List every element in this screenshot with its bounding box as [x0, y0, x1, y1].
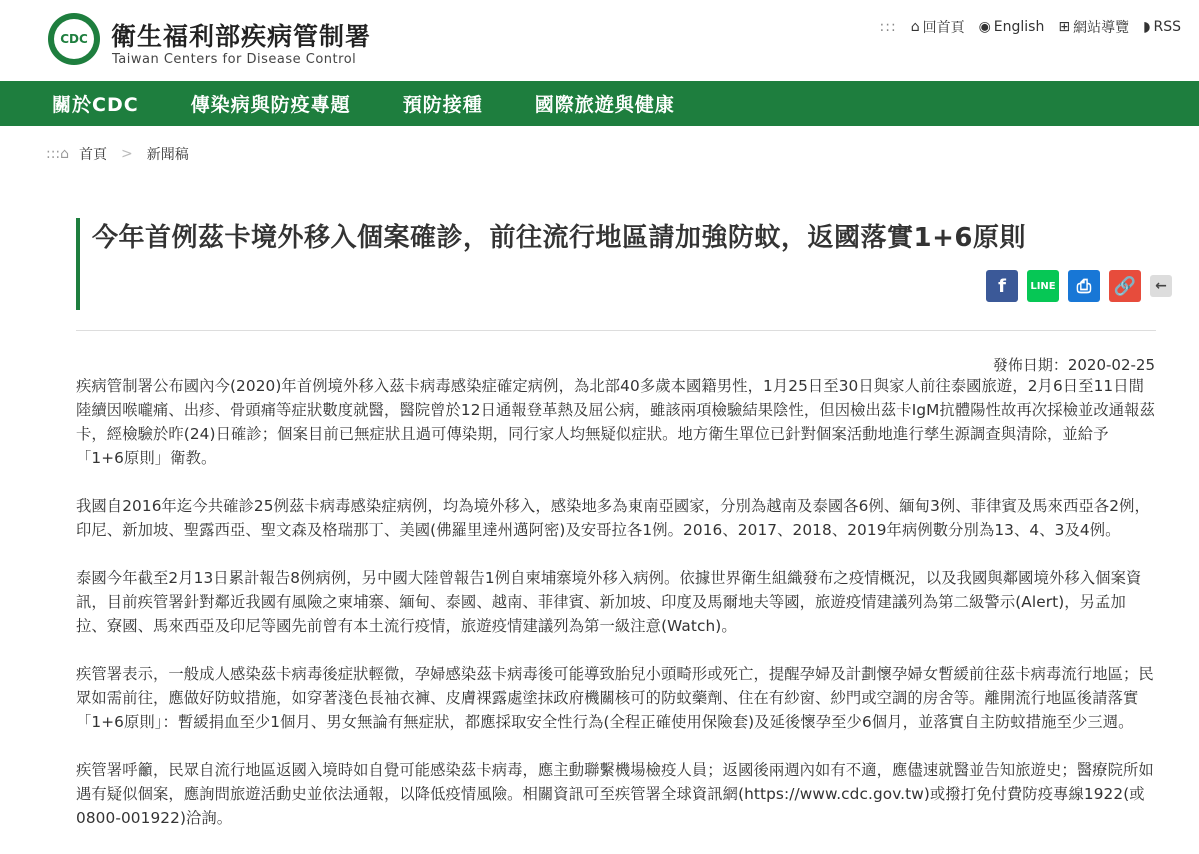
- line-share-button[interactable]: LINE: [1027, 270, 1059, 302]
- org-name-zh[interactable]: 衛生福利部疾病管制署: [111, 22, 372, 51]
- home-icon[interactable]: :::⌂: [46, 146, 70, 162]
- accesskey-dots[interactable]: :::: [879, 19, 897, 35]
- nav-about-cdc[interactable]: 關於CDC: [52, 94, 139, 116]
- sitemap-link[interactable]: [1058, 17, 1129, 37]
- home-link[interactable]: [911, 17, 965, 37]
- nav-vaccination[interactable]: 預防接種: [402, 94, 483, 116]
- home-icon: ⌂: [910, 19, 920, 35]
- copy-link-button[interactable]: 🔗: [1109, 270, 1141, 302]
- article-paragraph: 疾病管制署公布國內今(2020)年首例境外移入茲卡病毒感染症確定病例，為北部40多歲本國籍男性，1月25日至30日與家人前往泰國旅遊，2月6日至11日間陸續因喉嚨痛、出疹、骨頭痛等症狀數度就醫，醫院曾於12日通報登革熱及屈公病，雖該兩項檢驗結果陰性，但因檢出茲卡IgM抗體陽性故再次採檢並改通報茲卡，經檢驗於昨(24)日確診；個案目前已無症狀且過可傳染期，同行家人均無疑似症狀。地方衛生單位已針對個案活動地進行孳生源調查與清除，並給予「1+6原則」衛教。: [76, 377, 1155, 467]
- rss-link-label: RSS: [1153, 19, 1181, 35]
- rss-icon: ◗: [1143, 19, 1151, 35]
- facebook-share-button[interactable]: f: [986, 270, 1018, 302]
- breadcrumb-home[interactable]: 首頁: [79, 147, 108, 163]
- top-links: [880, 17, 1181, 37]
- divider: [76, 330, 1156, 331]
- page-title: 今年首例茲卡境外移入個案確診，前往流行地區請加強防蚊，返國落實1+6原則: [92, 223, 1026, 253]
- org-name-en: Taiwan Centers for Disease Control: [112, 52, 357, 67]
- site-header: [0, 0, 1199, 81]
- publish-date: 發佈日期：2020-02-25: [992, 356, 1155, 374]
- globe-icon: ◉: [978, 19, 991, 35]
- print-button[interactable]: ⎙: [1068, 270, 1100, 302]
- article-paragraph: 疾管署呼籲，民眾自流行地區返國入境時如自覺可能感染茲卡病毒，應主動聯繫機場檢疫人員；返國後兩週內如有不適，應儘速就醫並告知旅遊史；醫療院所如遇有疑似個案，應詢問旅遊活動史並依法通報，以降低疫情風險。相關資訊可至疾管署全球資訊網(https://www.cdc.gov.tw)或撥打免付費防疫專線1922(或0800-001922)洽詢。: [76, 761, 1154, 827]
- rss-link[interactable]: [1143, 19, 1181, 35]
- home-link-label: 回首頁: [922, 20, 965, 36]
- article-header: [76, 218, 1172, 310]
- chevron-right-icon: >: [121, 146, 133, 162]
- breadcrumb: [46, 144, 189, 164]
- share-buttons: [986, 270, 1172, 302]
- breadcrumb-current[interactable]: 新聞稿: [146, 147, 189, 163]
- main-nav: [0, 81, 1199, 126]
- article-paragraph: 疾管署表示，一般成人感染茲卡病毒後症狀輕微，孕婦感染茲卡病毒後可能導致胎兒小頭畸形或死亡，提醒孕婦及計劃懷孕婦女暫緩前往茲卡病毒流行地區；民眾如需前往，應做好防蚊措施，如穿著淺色長袖衣褲、皮膚裸露處塗抹政府機關核可的防蚊藥劑、住在有紗窗、紗門或空調的房舍等。離開流行地區後請落實「1+6原則」：暫緩捐血至少1個月、男女無論有無症狀，都應採取安全性行為(全程正確使用保險套)及延後懷孕至少6個月，並落實自主防蚊措施至少三週。: [76, 665, 1154, 731]
- article-body: [76, 374, 1156, 854]
- sitemap-icon: ⊞: [1058, 19, 1071, 35]
- english-link-label: English: [993, 19, 1045, 35]
- article-paragraph: 泰國今年截至2月13日累計報告8例病例，另中國大陸曾報告1例自柬埔寨境外移入病例。依據世界衛生組織發布之疫情概況，以及我國與鄰國境外移入個案資訊，目前疾管署針對鄰近我國有風險之柬埔寨、緬甸、泰國、越南、菲律賓、新加坡、印度及馬爾地夫等國，旅遊疫情建議列為第二級警示(Alert)，另孟加拉、寮國、馬來西亞及印尼等國先前曾有本土流行疫情，旅遊疫情建議列為第一級注意(Watch)。: [76, 569, 1142, 635]
- nav-infectious-diseases[interactable]: 傳染病與防疫專題: [190, 94, 351, 116]
- nav-travel-health[interactable]: 國際旅遊與健康: [534, 94, 675, 116]
- back-button[interactable]: ←: [1150, 275, 1172, 297]
- article-paragraph: 我國自2016年迄今共確診25例茲卡病毒感染症病例，均為境外移入，感染地多為東南亞國家，分別為越南及泰國各6例、緬甸3例、菲律賓及馬來西亞各2例，印尼、新加坡、聖露西亞、聖文森及格瑞那丁、美國(佛羅里達州邁阿密)及安哥拉各1例。2016、2017、2018、2019年病例數分別為13、4、3及4例。: [76, 497, 1150, 539]
- cdc-logo[interactable]: [48, 13, 100, 65]
- sitemap-link-label: 網站導覽: [1073, 20, 1130, 36]
- logo-mark: CDC: [54, 19, 94, 59]
- english-link[interactable]: [979, 19, 1045, 35]
